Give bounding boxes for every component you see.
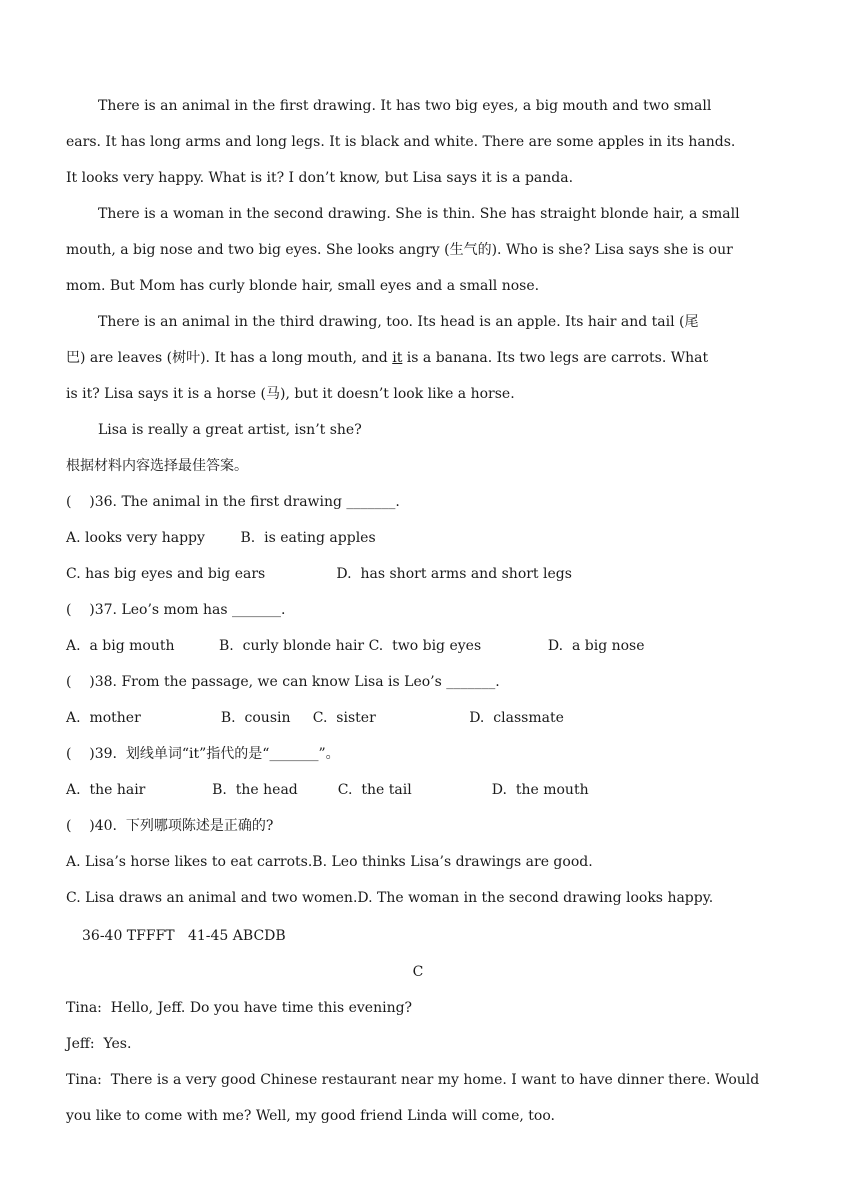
passage-p4: Lisa is really a great artist, isn’t she? <box>98 422 362 438</box>
question-38-stem: ( )38. From the passage, we can know Lisa is Leo’s _______. <box>66 674 500 690</box>
passage-p2-line2: mouth, a big nose and two big eyes. She looks angry (生气的). Who is she? Lisa says she is our <box>66 242 733 258</box>
dialogue-line-3: Tina: There is a very good Chinese restaurant near my home. I want to have dinner there. Would <box>66 1072 760 1088</box>
passage-p1-line3: It looks very happy. What is it? I don’t know, but Lisa says it is a panda. <box>66 170 574 186</box>
passage-p1-line1: There is an animal in the first drawing. It has two big eyes, a big mouth and two small <box>98 98 712 114</box>
question-36-stem: ( )36. The animal in the first drawing _______. <box>66 494 400 510</box>
dialogue-line-1: Tina: Hello, Jeff. Do you have time this evening? <box>66 1000 413 1016</box>
question-39-stem: ( )39. 划线单词“it”指代的是“_______”。 <box>66 746 340 762</box>
question-38-options: A. mother B. cousin C. sister D. classmate <box>66 710 564 726</box>
section-heading-c: C <box>412 964 424 980</box>
dialogue-line-2: Jeff: Yes. <box>66 1036 132 1052</box>
passage-p2-line3: mom. But Mom has curly blonde hair, small eyes and a small nose. <box>66 278 540 294</box>
question-37-stem: ( )37. Leo’s mom has _______. <box>66 602 286 618</box>
passage-p3-line1: There is an animal in the third drawing, too. Its head is an apple. Its hair and tail (尾 <box>98 314 699 330</box>
passage-p3-line2-a: 巴) are leaves (树叶). It has a long mouth, and <box>66 350 393 366</box>
answer-key: 36-40 TFFFT 41-45 ABCDB <box>82 928 286 944</box>
dialogue-line-4: you like to come with me? Well, my good friend Linda will come, too. <box>66 1108 555 1124</box>
passage-p1-line2: ears. It has long arms and long legs. It is black and white. There are some apples in its hands. <box>66 134 736 150</box>
instruction: 根据材料内容选择最佳答案。 <box>66 458 248 474</box>
question-40-options-row2: C. Lisa draws an animal and two women.D. The woman in the second drawing looks happy. <box>66 890 714 906</box>
passage-p2-line1: There is a woman in the second drawing. She is thin. She has straight blonde hair, a small <box>98 206 740 222</box>
passage-p3-line2-b: is a banana. Its two legs are carrots. What <box>402 350 709 366</box>
question-39-options: A. the hair B. the head C. the tail D. the mouth <box>66 782 589 798</box>
question-37-options: A. a big mouth B. curly blonde hair C. two big eyes D. a big nose <box>66 638 645 654</box>
question-36-options-row1: A. looks very happy B. is eating apples <box>66 530 376 546</box>
question-40-stem: ( )40. 下列哪项陈述是正确的? <box>66 818 274 834</box>
question-36-options-row2: C. has big eyes and big ears D. has short arms and short legs <box>66 566 572 582</box>
question-40-options-row1: A. Lisa’s horse likes to eat carrots.B. Leo thinks Lisa’s drawings are good. <box>66 854 593 870</box>
underlined-word-it: it <box>392 350 403 366</box>
passage-p3-line2 <box>66 348 806 368</box>
passage-p3-line3: is it? Lisa says it is a horse (马), but it doesn’t look like a horse. <box>66 386 515 402</box>
